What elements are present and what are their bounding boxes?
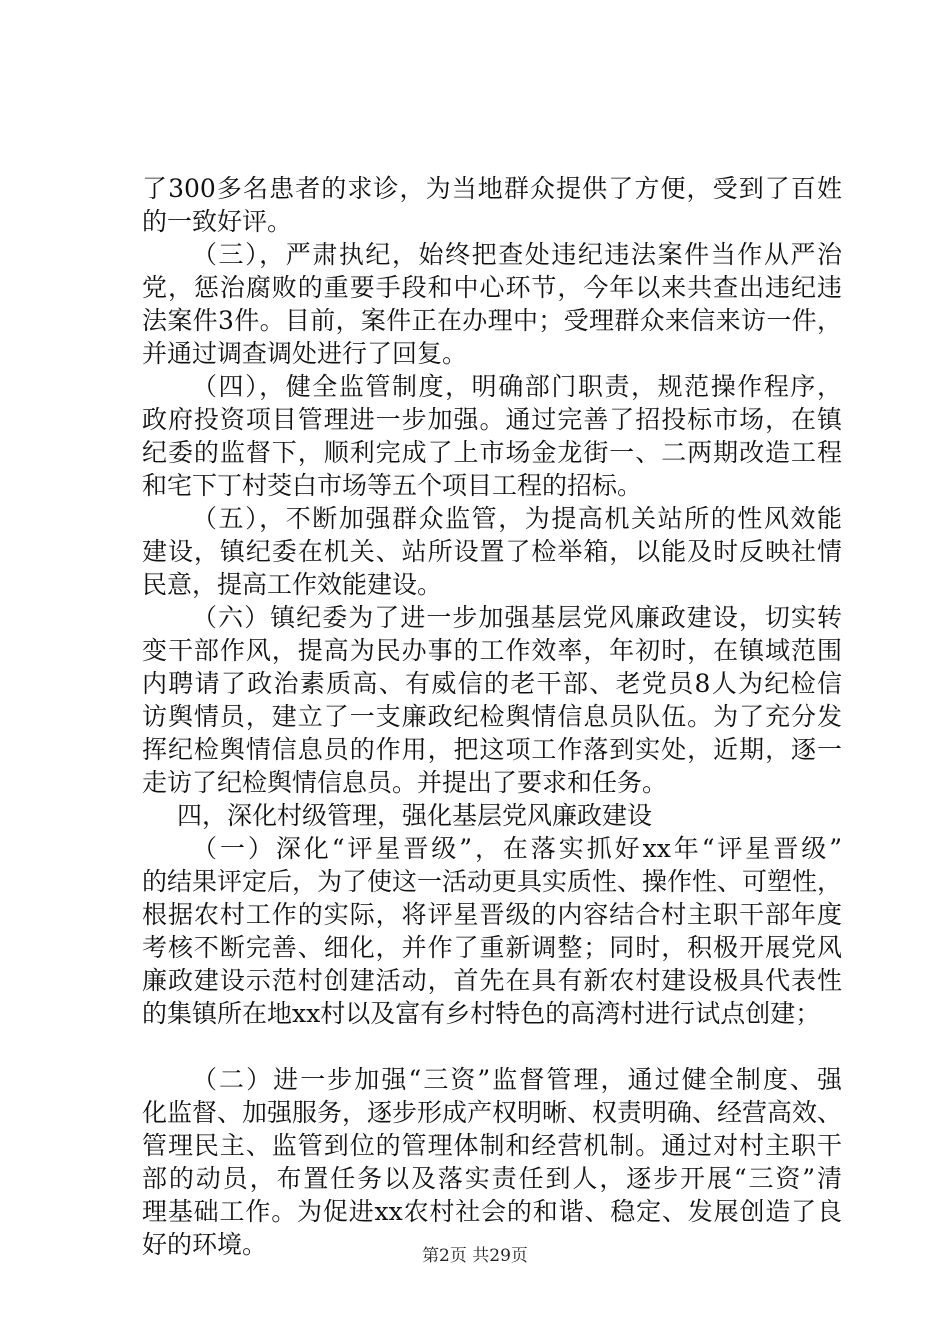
text-line: （四），健全监管制度，明确部门职责，规范操作程序，	[192, 372, 842, 401]
page-footer	[0, 1244, 950, 1268]
text-line: 走访了纪检舆情信息员。并提出了要求和任务。	[142, 768, 668, 797]
text-line: 建设，镇纪委在机关、站所设置了检举箱，以能及时反映社情	[142, 537, 842, 566]
text-line: （二）进一步加强“三资”监督管理，通过健全制度、强	[192, 1065, 842, 1094]
text-line: 的集镇所在地xx村以及富有乡村特色的高湾村进行试点创建；	[142, 999, 821, 1028]
section-heading-4	[142, 799, 842, 832]
text-line: 根据农村工作的实际，将评星晋级的内容结合村主职干部年度	[142, 900, 842, 929]
text-line: （五），不断加强群众监管，为提高机关站所的性风效能	[192, 504, 842, 533]
paragraph-p1	[142, 172, 842, 238]
text-line: 廉政建设示范村创建活动，首先在具有新农村建设极具代表性	[142, 966, 842, 995]
paragraph-p2	[142, 238, 842, 370]
text-line: 变干部作风，提高为民办事的工作效率，年初时，在镇域范围	[142, 636, 842, 665]
text-line: 挥纪检舆情信息员的作用，把这项工作落到实处，近期，逐一	[142, 735, 842, 764]
text-line: 了300多名患者的求诊，为当地群众提供了方便，受到了百姓	[142, 174, 842, 203]
document-body	[142, 172, 842, 1261]
text-line: 的结果评定后，为了使这一活动更具实质性、操作性、可塑性，	[142, 867, 843, 896]
page-number-label: 第2页 共29页	[422, 1246, 528, 1266]
text-line: 政府投资项目管理进一步加强。通过完善了招投标市场，在镇	[142, 405, 842, 434]
text-line: 化监督、加强服务，逐步形成产权明晰、权责明确、经营高效、	[142, 1098, 843, 1127]
text-line: 访舆情员，建立了一支廉政纪检舆情信息员队伍。为了充分发	[142, 702, 842, 731]
text-line: 内聘请了政治素质高、有威信的老干部、老党员8人为纪检信	[142, 669, 842, 698]
text-line: 好的环境。	[142, 1230, 268, 1259]
text-line: 和宅下丁村茭白市场等五个项目工程的招标。	[142, 471, 643, 500]
text-line: （一）深化“评星晋级”，在落实抓好xx年“评星晋级”	[192, 834, 842, 863]
blank-line	[142, 1030, 842, 1063]
paragraph-p6	[142, 832, 842, 1030]
text-line: 纪委的监督下，顺利完成了上市场金龙街一、二两期改造工程	[142, 438, 842, 467]
text-line: 党，惩治腐败的重要手段和中心环节，今年以来共查出违纪违	[142, 273, 842, 302]
text-line: 的一致好评。	[142, 207, 293, 236]
text-line: 部的动员，布置任务以及落实责任到人，逐步开展“三资”清	[142, 1164, 842, 1193]
text-line: （六）镇纪委为了进一步加强基层党风廉政建设，切实转	[192, 603, 842, 632]
paragraph-p3	[142, 370, 842, 502]
text-line: （三），严肃执纪，始终把查处违纪违法案件当作从严治	[192, 240, 842, 269]
text-line: 民意，提高工作效能建设。	[142, 570, 443, 599]
section-heading-text: 四，深化村级管理，强化基层党风廉政建设	[177, 801, 653, 830]
text-line: 考核不断完善、细化，并作了重新调整；同时，积极开展党风	[142, 933, 842, 962]
text-line: 管理民主、监管到位的管理体制和经营机制。通过对村主职干	[142, 1131, 842, 1160]
text-line: 理基础工作。为促进xx农村社会的和谐、稳定、发展创造了良	[142, 1197, 842, 1226]
paragraph-p7	[142, 1063, 842, 1261]
text-line: 法案件3件。目前，案件正在办理中；受理群众来信来访一件，	[142, 306, 842, 335]
paragraph-p5	[142, 601, 842, 799]
text-line: 并通过调查调处进行了回复。	[142, 339, 468, 368]
paragraph-p4	[142, 502, 842, 601]
